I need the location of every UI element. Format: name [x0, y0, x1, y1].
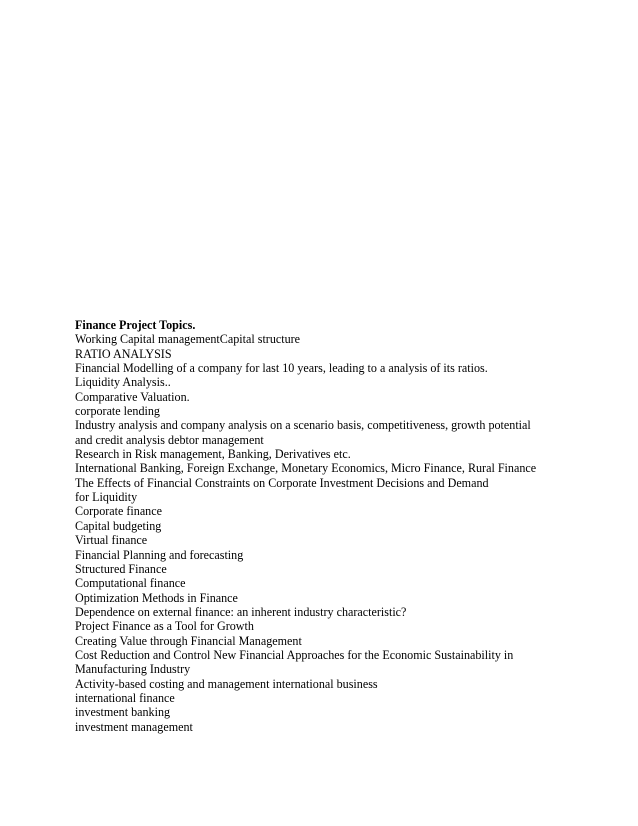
document-line: Activity-based costing and management international business — [75, 676, 378, 691]
document-body — [75, 318, 615, 734]
document-line: Research in Risk management, Banking, Derivatives etc. — [75, 447, 351, 462]
document-line: for Liquidity — [75, 490, 138, 505]
document-line: and credit analysis debtor management — [75, 432, 264, 447]
document-line: Financial Modelling of a company for last 10 years, leading to a analysis of its ratios. — [75, 361, 488, 376]
document-line: Dependence on external finance: an inherent industry characteristic? — [75, 604, 407, 619]
document-line: Comparative Valuation. — [75, 389, 190, 404]
document-line: RATIO ANALYSIS — [75, 346, 172, 361]
document-line: Creating Value through Financial Management — [75, 633, 302, 648]
document-line: Liquidity Analysis.. — [75, 375, 171, 390]
document-line: investment management — [75, 719, 193, 734]
document-line: investment banking — [75, 705, 171, 720]
document-title: Finance Project Topics. — [75, 318, 196, 332]
document-line: Working Capital managementCapital structure — [75, 332, 301, 347]
document-line: International Banking, Foreign Exchange, Monetary Economics, Micro Finance, Rural Finance — [75, 461, 537, 476]
document-line: Structured Finance — [75, 561, 167, 576]
document-line: The Effects of Financial Constraints on Corporate Investment Decisions and Demand — [75, 475, 489, 490]
document-line: Industry analysis and company analysis on a scenario basis, competitiveness, growth potential — [75, 418, 531, 433]
document-line: international finance — [75, 690, 175, 705]
document-line: Cost Reduction and Control New Financial Approaches for the Economic Sustainability in — [75, 647, 514, 662]
document-line: Computational finance — [75, 576, 186, 591]
document-line: corporate lending — [75, 404, 160, 419]
document-line: Project Finance as a Tool for Growth — [75, 619, 254, 634]
document-line: Financial Planning and forecasting — [75, 547, 244, 562]
document-line: Corporate finance — [75, 504, 162, 519]
document-line: Manufacturing Industry — [75, 662, 191, 677]
document-line: Optimization Methods in Finance — [75, 590, 238, 605]
document-line: Capital budgeting — [75, 518, 162, 533]
document-line: Virtual finance — [75, 533, 148, 548]
